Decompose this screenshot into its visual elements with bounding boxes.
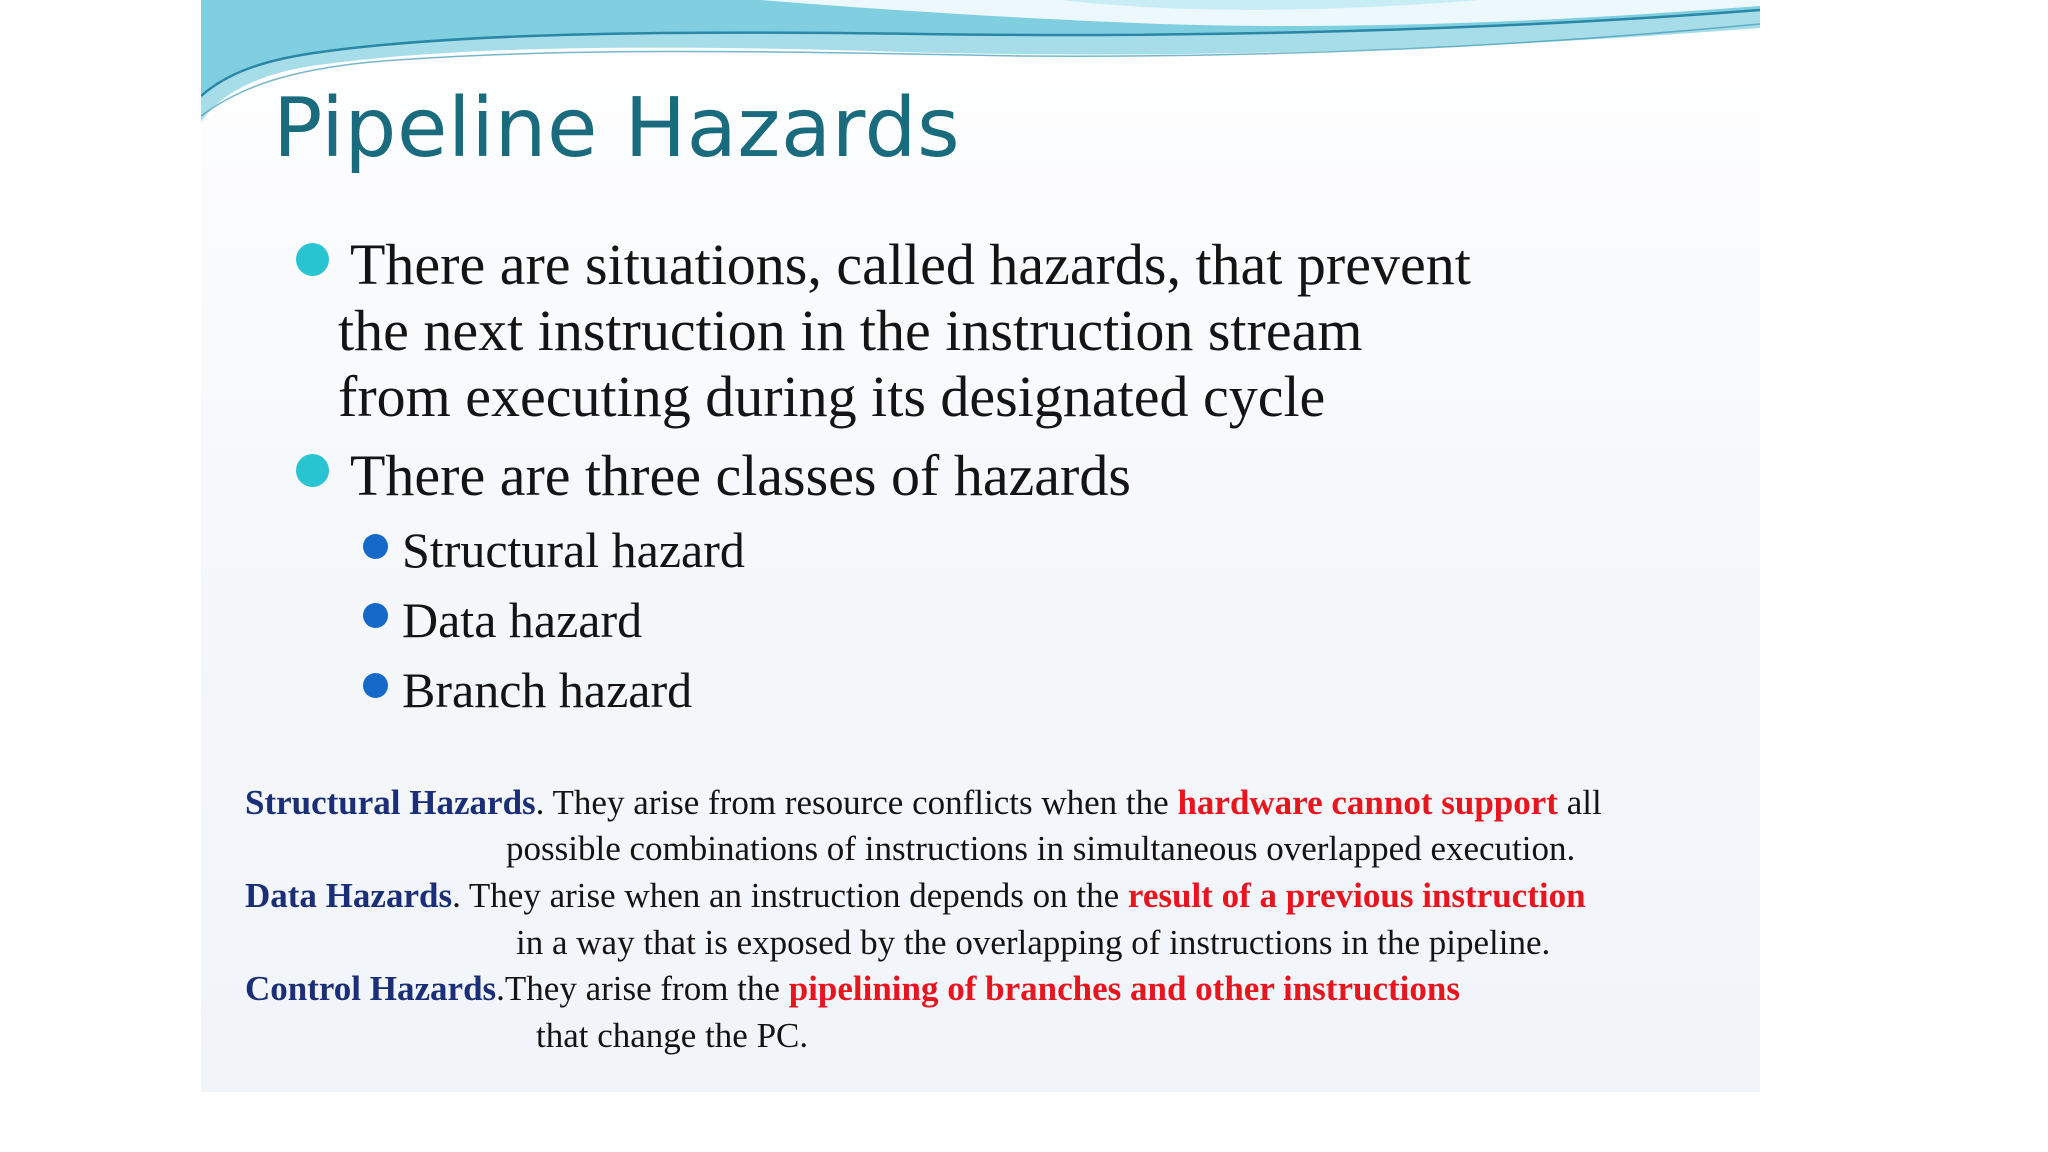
definition-highlight: hardware cannot support [1177,783,1558,822]
bullet-text: from executing during its designated cycle [338,364,1326,429]
definition-text: They arise when an instruction depends on the [460,876,1128,915]
definition-term: Data Hazards [245,876,453,915]
definition-text: They arise from the [504,969,789,1008]
bullet-dot [296,243,329,276]
definition-control [245,966,1460,1012]
bullet-item [350,443,1131,509]
sub-bullet-item: Data hazard [402,592,643,648]
sub-bullet-item: Structural hazard [402,522,745,578]
definition-punct: . [496,969,505,1008]
definition-term: Control Hazards [245,969,497,1008]
definition-text: They arise from resource conflicts when the [544,783,1178,822]
definition-punct: . [452,876,461,915]
bullet-text: There are situations, called hazards, that prevent [350,232,1471,297]
definition-highlight: result of a previous instruction [1127,876,1586,915]
definition-continuation: that change the PC. [536,1016,809,1055]
definition-text: all [1557,783,1602,822]
bullet-dot [296,454,329,487]
definition-data [245,873,1586,919]
sub-bullet-dot [363,673,388,698]
bullet-item [338,232,1471,430]
definition-continuation: in a way that is exposed by the overlapping of instructions in the pipeline. [516,923,1551,962]
sub-bullet-item: Branch hazard [402,662,693,718]
sub-bullet-dot [363,534,388,559]
definition-structural [245,780,1602,826]
definition-continuation: possible combinations of instructions in simultaneous overlapped execution. [506,829,1576,868]
slide-title: Pipeline Hazards [273,81,961,176]
sub-bullet-dot [363,603,388,628]
slide [201,0,1760,1092]
bullet-text: the next instruction in the instruction stream [338,298,1363,363]
definition-term: Structural Hazards [245,783,536,822]
bullet-text: There are three classes of hazards [350,443,1131,508]
definition-punct: . [535,783,545,822]
definition-highlight: pipelining of branches and other instructions [788,969,1460,1008]
